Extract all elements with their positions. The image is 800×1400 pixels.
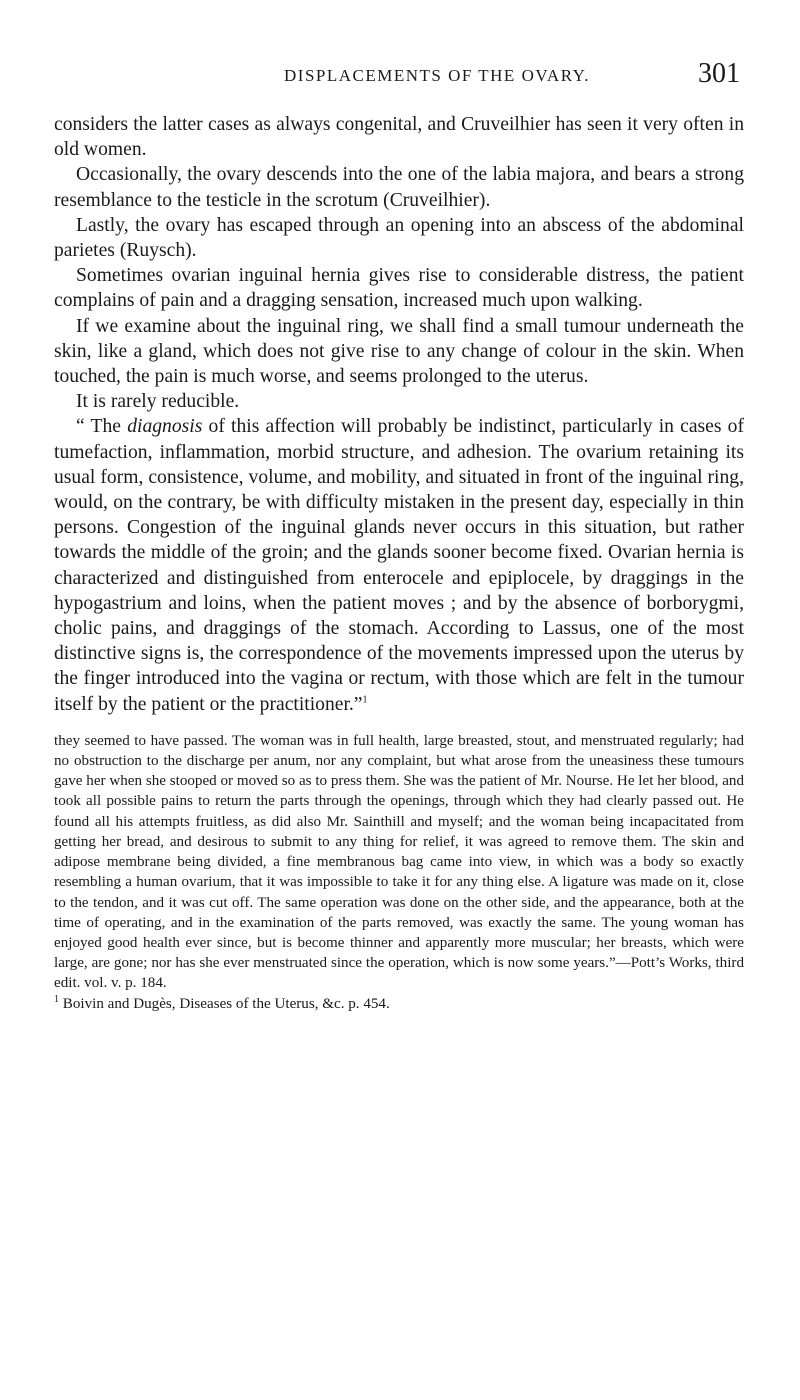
paragraph-reducible: It is rarely reducible. [76, 391, 240, 413]
paragraph-diagnosis-quote [54, 414, 744, 716]
running-header [54, 58, 744, 98]
paragraph-distress: Sometimes ovarian inguinal hernia gives rise to considerable distress, the patient complains of pain and a dragging sensation, increased much upon walking. [54, 265, 744, 312]
quote-body: of this affection will probably be indistinct, particularly in cases of tumefaction, inflammation, morbid structure, and adhesion. The ovarium retaining its usual form, consistence, volume, and mobility, and situated in front of the inguinal ring, would, on the contrary, be with difficulty mistaken in the present day, especially in thin persons. Congestion of the inguinal glands never occurs in this situation, but rather towards the middle of the groin; and the glands sooner become fixed. Ovarian hernia is characterized and distinguished from enterocele and epiplocele, by draggings in the hypogastrium and loins, when the patient moves ; and by the absence of borborygmi, cholic pains, and draggings of the stomach. According to Lassus, one of the most distinctive signs is, the correspondence of the movements impressed upon the uterus by the finger introduced into the vagina or rectum, with those which are felt in the tumour itself by the patient or the practitioner.” [54, 416, 744, 715]
paragraph-labia: Occasionally, the ovary descends into the one of the labia majora, and bears a strong resemblance to the testicle in the scrotum (Cruveilhier). [54, 164, 744, 211]
main-text [54, 112, 744, 717]
footnote-marker: 1 [362, 694, 368, 706]
running-title: DISPLACEMENTS OF THE OVARY. [284, 66, 590, 85]
footnote-boivin [54, 994, 744, 1014]
footnote-continued-pott: they seemed to have passed. The woman was in full health, large breasted, stout, and menstruated regularly; had no obstruction to the discharge per anum, nor any complaint, but what arose from the uneasiness these tumours gave her when she stooped or moved so as to press them. She was the patient of Mr. Nourse. He let her blood, and took all possible pains to return the parts through the openings, through which they had clearly passed out. He found all his attempts fruitless, as did also Mr. Sainthill and myself; and the woman being incapacitated from getting her bread, and desirous to submit to any thing for relief, it was agreed to remove them. The skin and adipose membrane being divided, a fine membranous bag came into view, in which was a body so exactly resembling a human ovarium, that it was impossible to take it for any thing else. A ligature was made on it, close to the tendon, and it was cut off. The same operation was done on the other side, and the appearance, both at the time of operating, and in the examination of the parts removed, was exactly the same. The young woman has enjoyed good health ever since, but is become thinner and apparently more muscular; her breasts, which were large, are gone; nor has she ever menstruated since the operation, which is now some years.”—Pott’s Works, third edit. vol. v. p. 184. [54, 732, 744, 992]
quote-open: “ The [76, 416, 128, 438]
footnotes [54, 731, 744, 1014]
footnote-ref-text: Boivin and Dugès, Diseases of the Uterus, &c. p. 454. [59, 995, 390, 1012]
footnote-ref-marker: 1 [54, 993, 59, 1005]
paragraph-examination: If we examine about the inguinal ring, we shall find a small tumour underneath the skin, like a gland, which does not give rise to any change of colour in the skin. When touched, the pain is much worse, and seems prolonged to the uterus. [54, 315, 744, 388]
diagnosis-term: diagnosis [127, 416, 203, 438]
paragraph-abscess: Lastly, the ovary has escaped through an opening into an abscess of the abdominal parietes (Ruysch). [54, 214, 744, 262]
paragraph-continued: considers the latter cases as always congenital, and Cruveilhier has seen it very often in old women. [54, 114, 744, 161]
page-number: 301 [698, 58, 740, 89]
